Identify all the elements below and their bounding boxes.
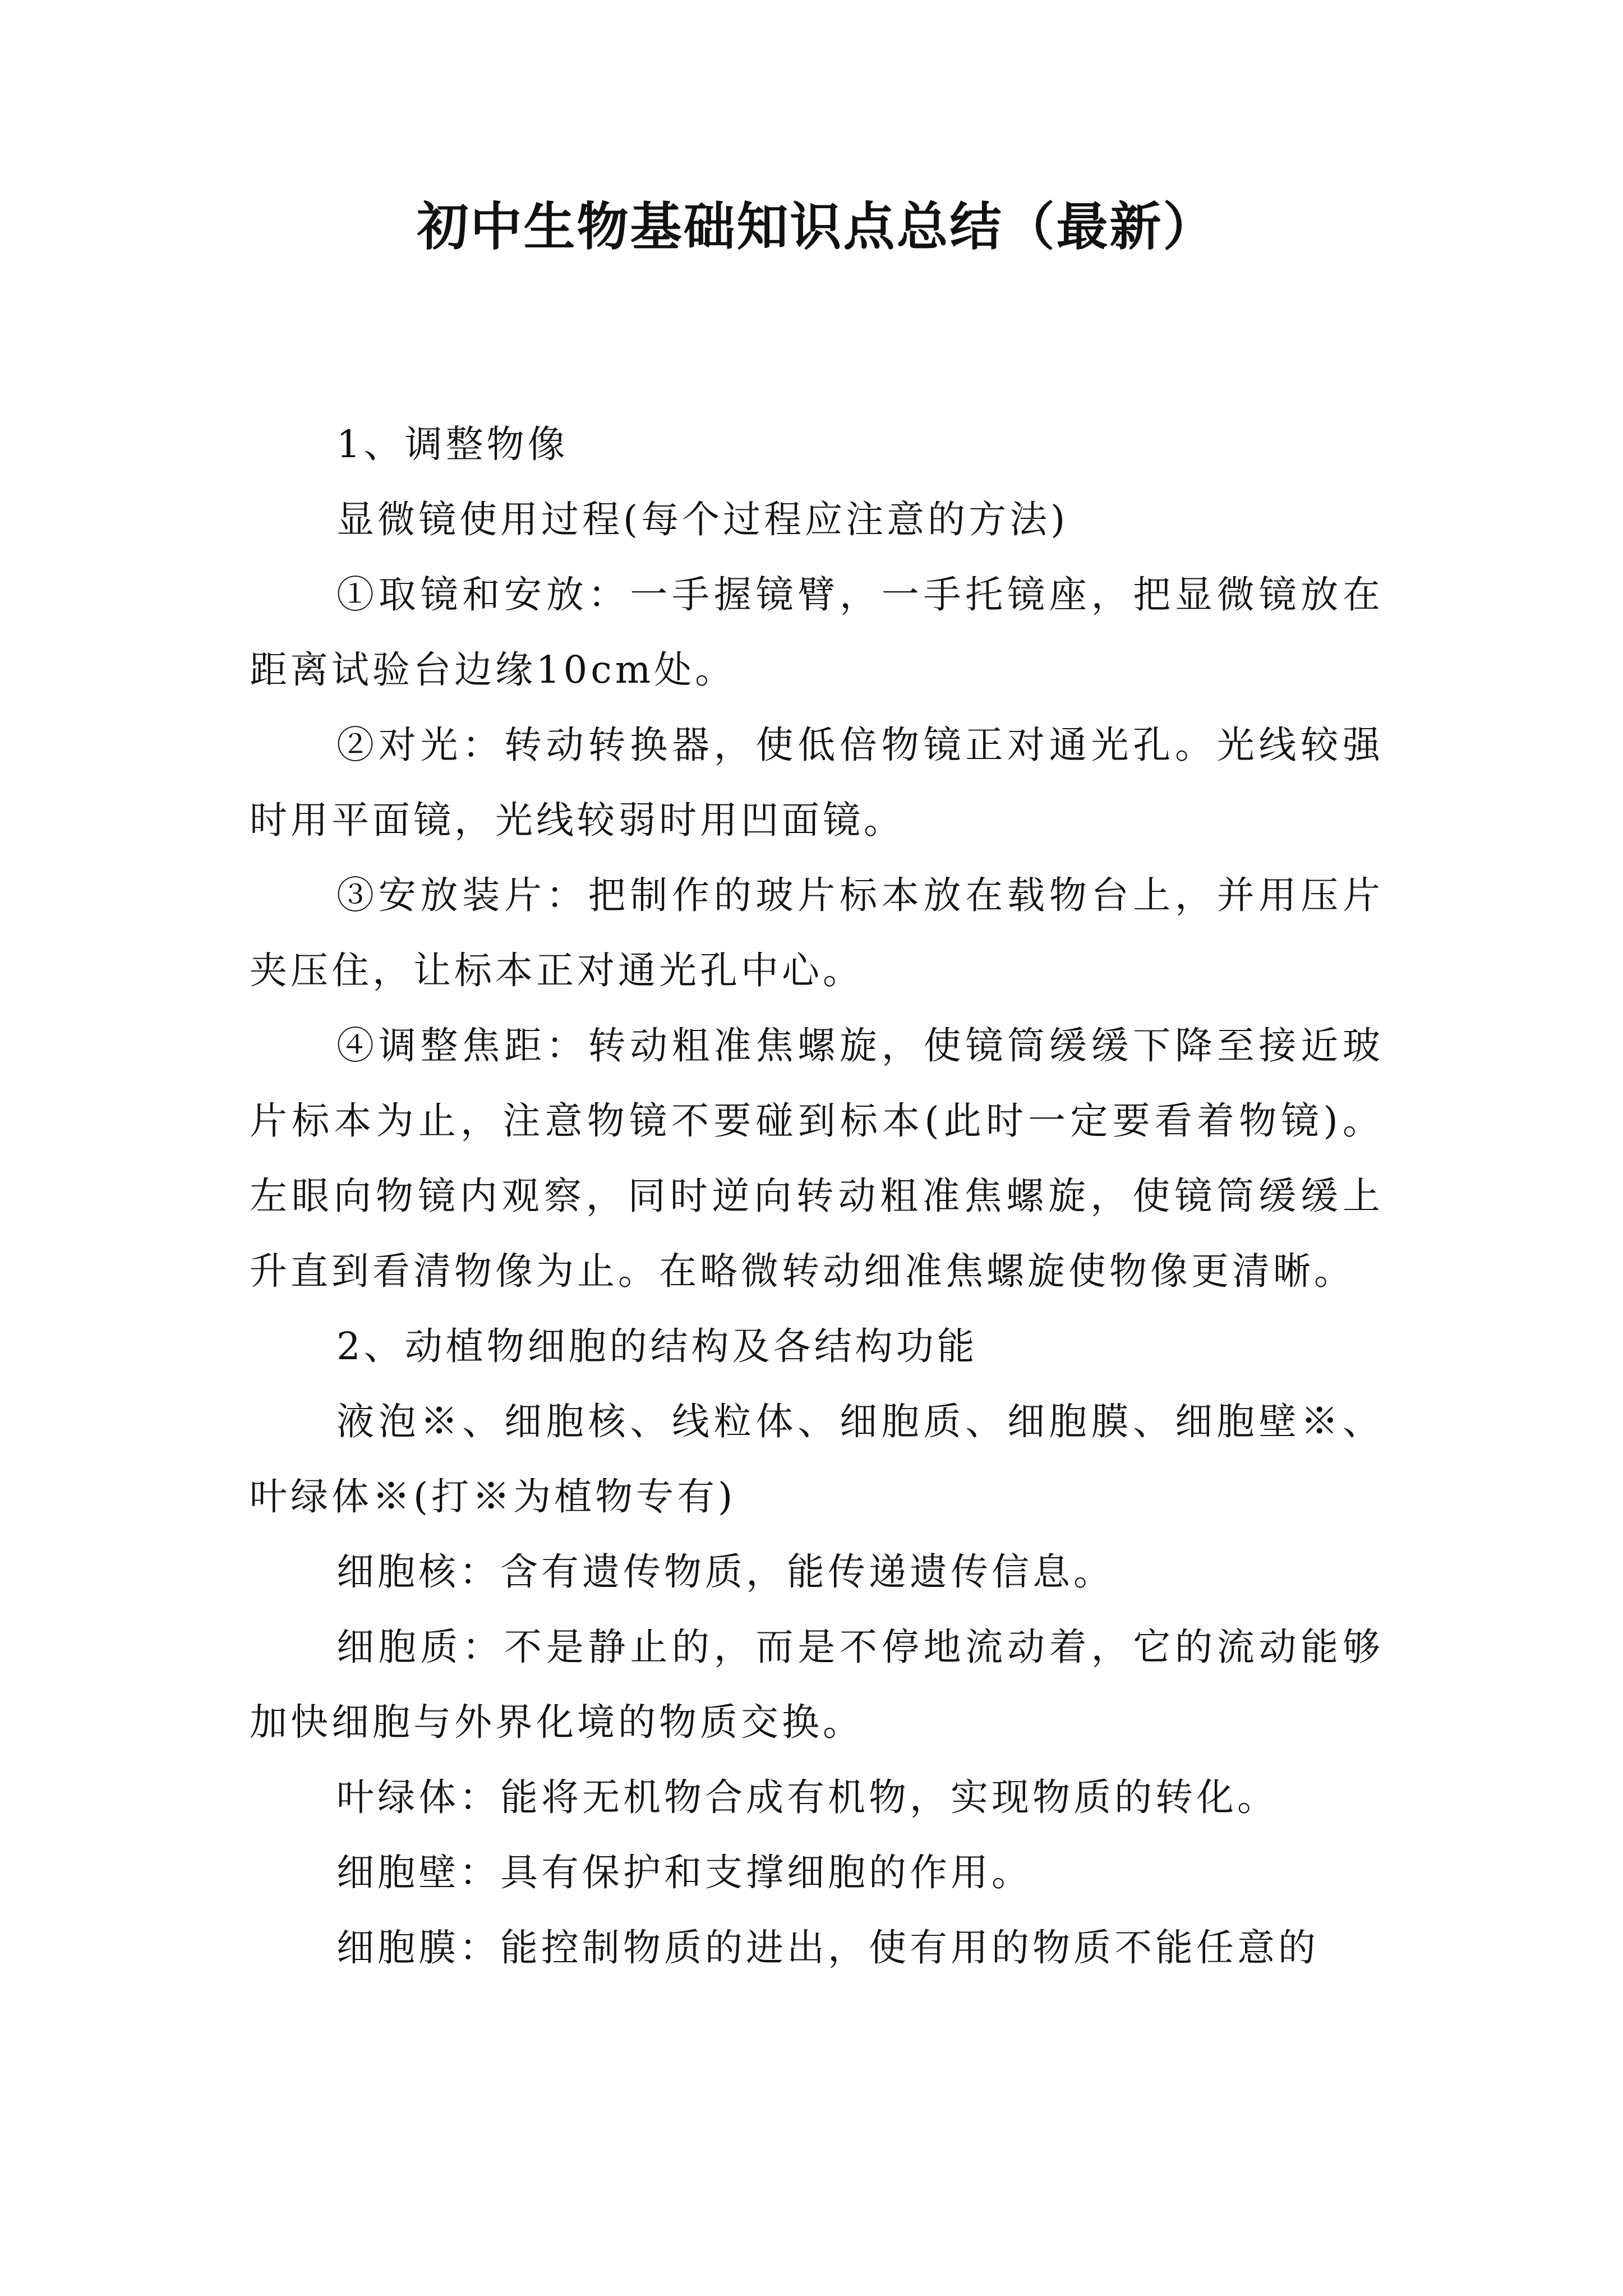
paragraph-step-1: ①取镜和安放：一手握镜臂，一手托镜座，把显微镜放在距离试验台边缘10cm处。 [250, 573, 1384, 692]
paragraph-cell-wall: 细胞壁：具有保护和支撑细胞的作用。 [336, 1851, 1032, 1895]
paragraph-cytoplasm: 细胞质：不是静止的，而是不停地流动着，它的流动能够加快细胞与外界化境的物质交换。 [250, 1625, 1384, 1745]
paragraph-step-4: ④调整焦距：转动粗准焦螺旋，使镜筒缓缓下降至接近玻片标本为止，注意物镜不要碰到标本(此时一定要看着物镜)。左眼向物镜内观察，同时逆向转动粗准焦螺旋，使镜筒缓缓上升直到看清物像为止。在略微转动细准焦螺旋使物像更清晰。 [250, 1024, 1384, 1294]
paragraph-nucleus: 细胞核：含有遗传物质，能传递遗传信息。 [336, 1550, 1114, 1594]
heading-cell-structure: 2、动植物细胞的结构及各结构功能 [336, 1324, 978, 1369]
document-title: 初中生物基础知识点总结（最新） [417, 197, 1216, 257]
heading-adjust-image: 1、调整物像 [336, 422, 569, 467]
paragraph-cell-membrane: 细胞膜：能控制物质的进出，使有用的物质不能任意的 [336, 1926, 1319, 1970]
document-body [250, 407, 1384, 1985]
paragraph-chloroplast: 叶绿体：能将无机物合成有机物，实现物质的转化。 [336, 1775, 1278, 1820]
paragraph-microscope-usage: 显微镜使用过程(每个过程应注意的方法) [336, 498, 1069, 542]
paragraph-cell-parts: 液泡※、细胞核、线粒体、细胞质、细胞膜、细胞壁※、叶绿体※(打※为植物专有) [250, 1400, 1384, 1519]
paragraph-step-2: ②对光：转动转换器，使低倍物镜正对通光孔。光线较强时用平面镜，光线较弱时用凹面镜。 [250, 723, 1384, 843]
paragraph-step-3: ③安放装片：把制作的玻片标本放在载物台上，并用压片夹压住，让标本正对通光孔中心。 [250, 873, 1384, 993]
